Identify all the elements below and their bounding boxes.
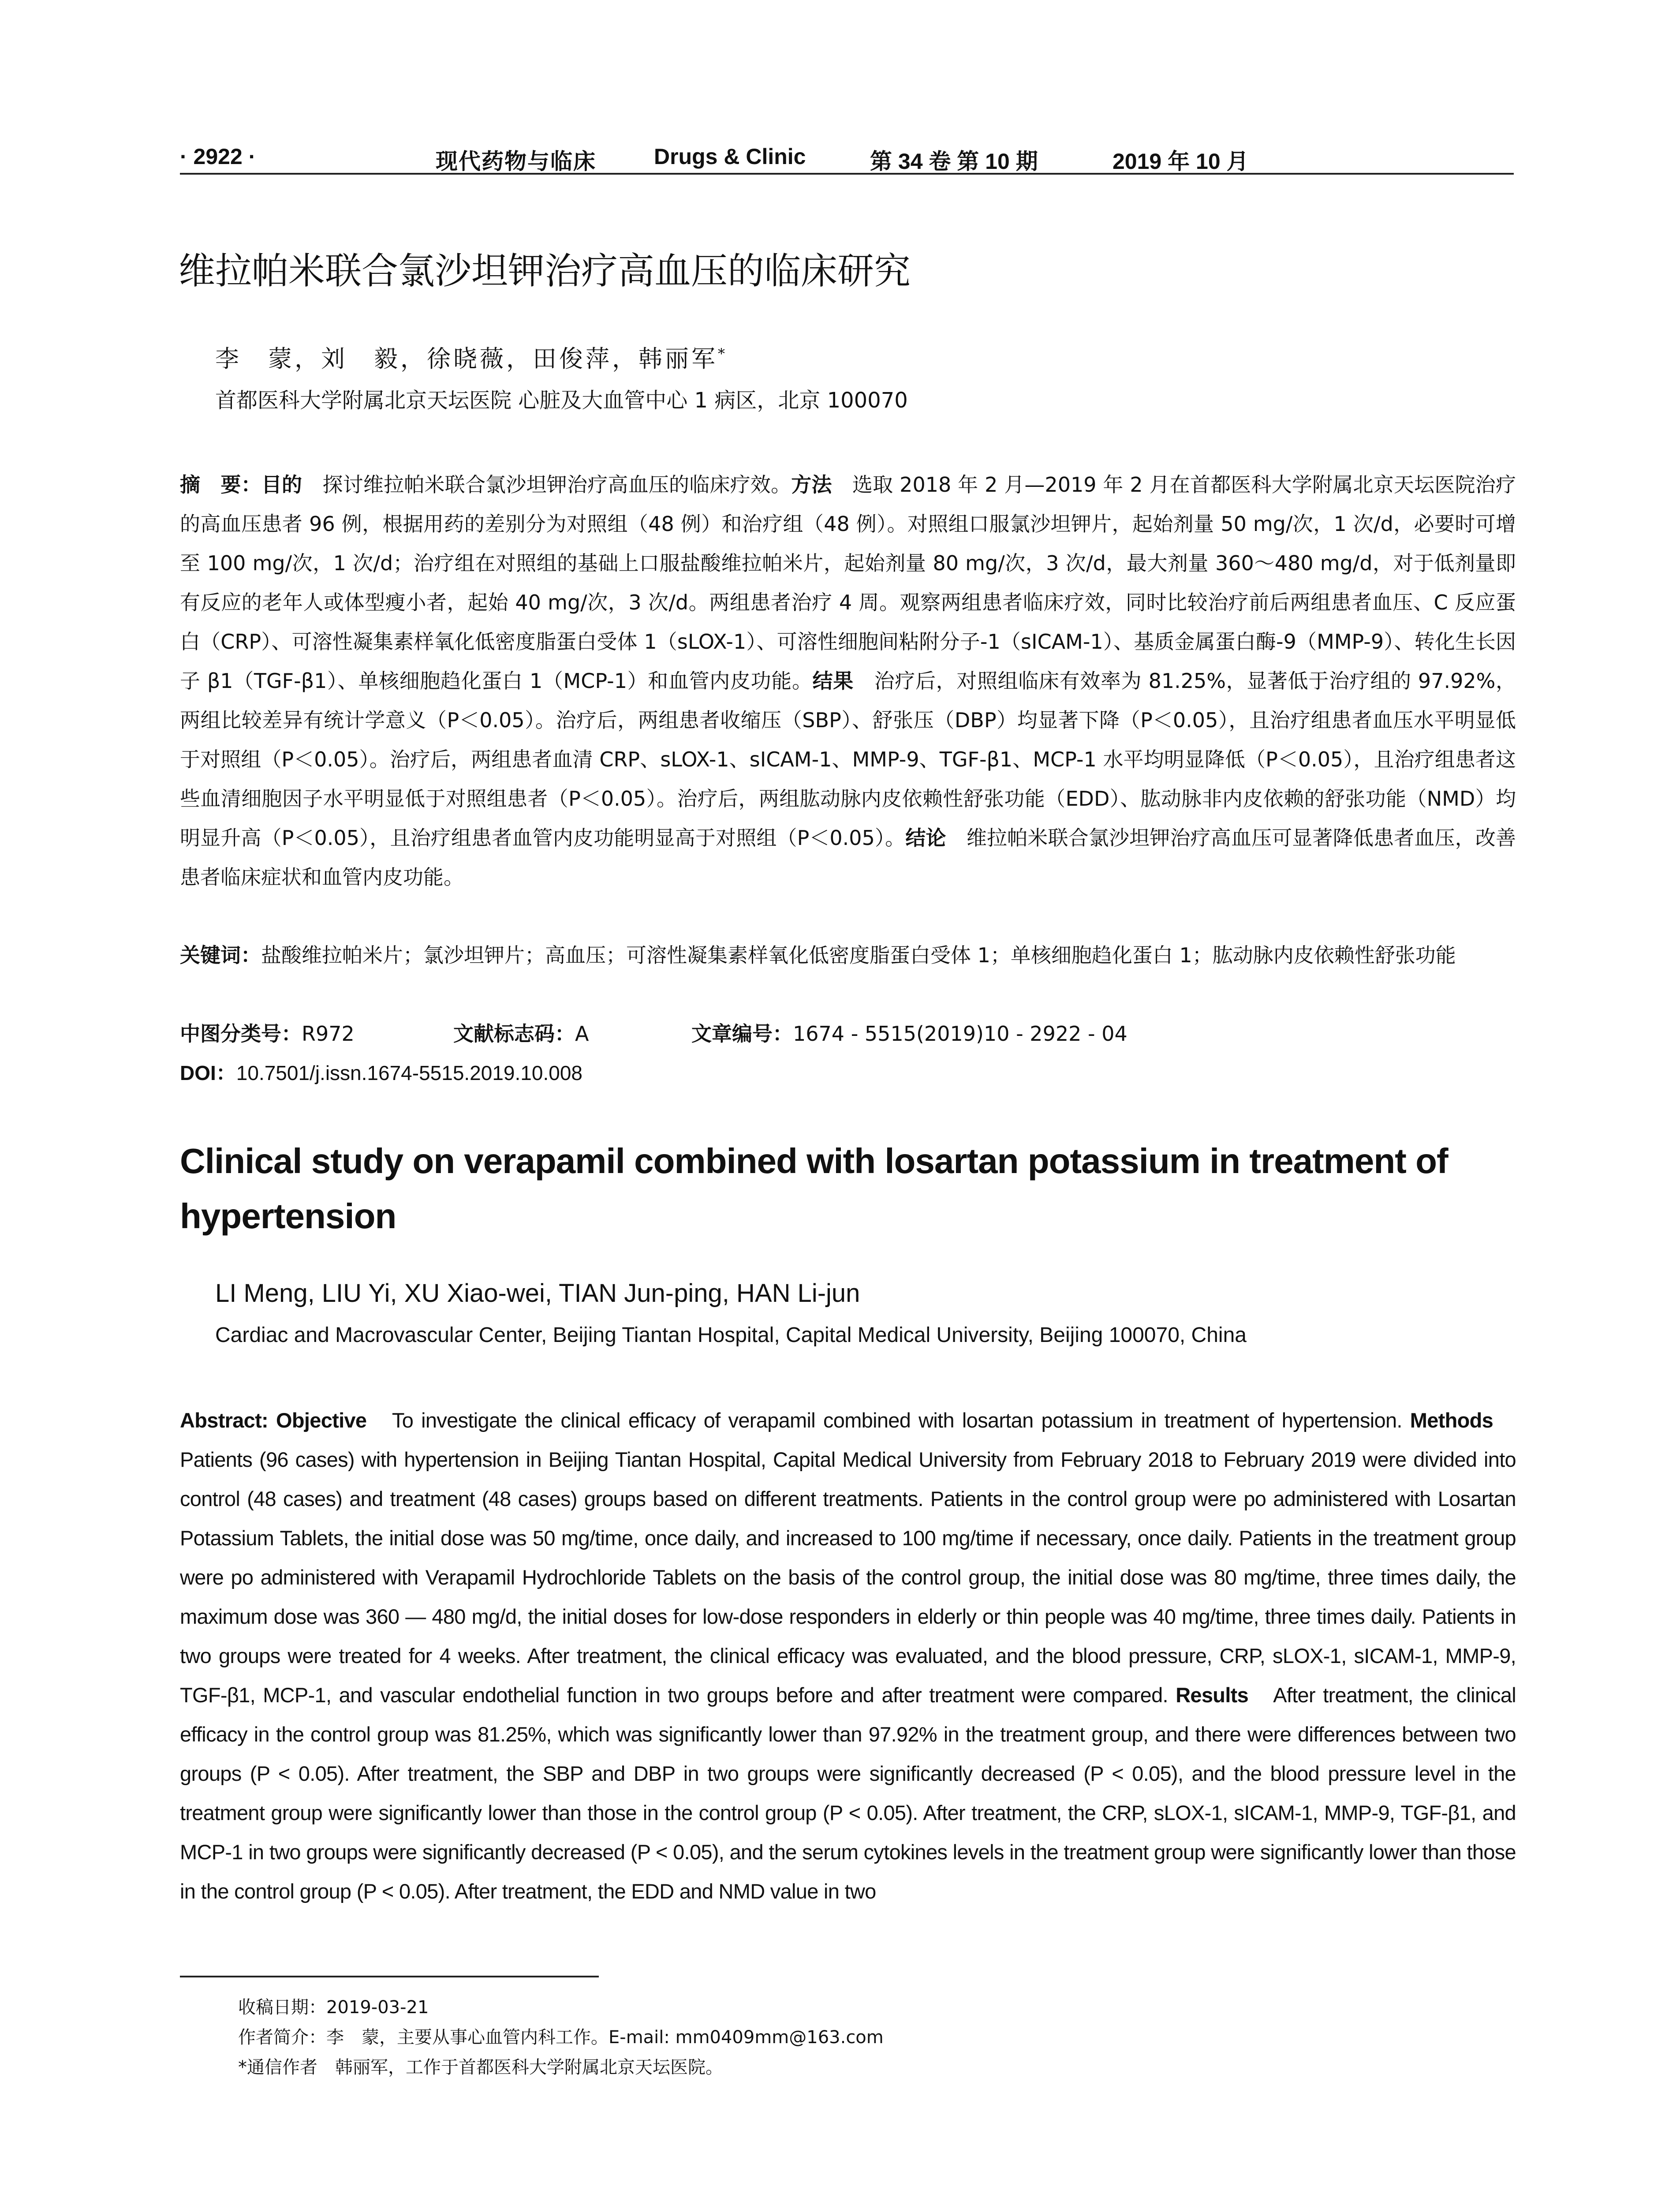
running-header [180,140,1514,175]
results-text-cn: 治疗后，对照组临床有效率为 81.25%，显著低于治疗组的 97.92%，两组比较差异有统计学意义（P＜0.05）。治疗后，两组患者收缩压（SBP）、舒张压（DBP）均显著下降（P＜0.05），且治疗组患者血压水平明显低于对照组（P＜0.05）。治疗后，两组患者血清 CRP、sLOX-1、sICAM-1、MMP-9、TGF-β1、MCP-1 水平均明显降低（P＜0.05），且治疗组患者这些血清细胞因子水平明显低于对照组患者（P＜0.05）。治疗后，两组肱动脉内皮依赖性舒张功能（EDD）、肱动脉非内皮依赖的舒张功能（NMD）均明显升高（P＜0.05），且治疗组患者血管内皮功能明显高于对照组（P＜0.05）。 [180,669,1516,850]
author-bio: 作者简介：李 蒙，主要从事心血管内科工作。E-mail: mm0409mm@163.com [238,2027,884,2048]
issue-date: 2019 年 10 月 [1113,149,1249,174]
doi-value: 10.7501/j.issn.1674-5515.2019.10.008 [236,1061,582,1084]
footnotes [238,1992,884,2082]
clc-value: R972 [302,1022,355,1046]
objective-text-en: To investigate the clinical efficacy of verapamil combined with losartan potassium in treatment of hypertension. [366,1409,1402,1432]
page-number: · 2922 · [180,144,256,169]
clc-label: 中图分类号： [180,1022,302,1046]
keywords-text: 盐酸维拉帕米片；氯沙坦钾片；高血压；可溶性凝集素样氧化低密度脂蛋白受体 1；单核细胞趋化蛋白 1；肱动脉内皮依赖性舒张功能 [261,943,1456,967]
corresponding-mark: * [718,345,728,362]
footnote-divider [180,1976,599,1977]
methods-text-en: Patients (96 cases) with hypertension in Beijing Tiantan Hospital, Capital Medical University from February 2018 to February 2019 were divided into control (48 cases) and treatment (48 cases) groups based on different treatments. Patients in the control group were po administered with Losartan Potassium Tablets, the initial dose was 50 mg/time, once daily, and increased to 100 mg/time if necessary, once daily. Patients in the treatment group were po administered with Verapamil Hydrochloride Tablets on the basis of the control group, the initial dose was 80 mg/time, three times daily, the maximum dose was 360 — 480 mg/d, the initial doses for low-dose responders in elderly or thin people was 40 mg/time, three times daily. Patients in two groups were treated for 4 weeks. After treatment, the clinical efficacy was evaluated, and the blood pressure, CRP, sLOX-1, sICAM-1, MMP-9, TGF-β1, MCP-1, and vascular endothelial function in two groups before and after treatment were compared. [180,1409,1516,1707]
authors-cn-names: 李 蒙，刘 毅，徐晓薇，田俊萍，韩丽军 [215,345,718,373]
conclusion-label-cn: 结论 [905,826,946,850]
title-cn: 维拉帕米联合氯沙坦钾治疗高血压的临床研究 [179,250,911,292]
keywords-label: 关键词： [180,943,261,967]
results-text-en: After treatment, the clinical efficacy in the control group was 81.25%, which was significantly lower than 97.92% in the treatment group, and there were differences between two groups (P < 0.05). After treatment, the SBP and DBP in two groups were significantly decreased (P < 0.05), and the blood pressure level in the treatment group were significantly lower than those in the control group (P < 0.05). After treatment, the CRP, sLOX-1, sICAM-1, MMP-9, TGF-β1, and MCP-1 in two groups were significantly decreased (P < 0.05), and the serum cytokines levels in the treatment group were significantly lower than those in the control group (P < 0.05). After treatment, the EDD and NMD value in two [180,1683,1516,1903]
volume-issue: 第 34 卷 第 10 期 [870,149,1038,174]
methods-text-cn: 选取 2018 年 2 月—2019 年 2 月在首都医科大学附属北京天坛医院治疗的高血压患者 96 例，根据用药的差别分为对照组（48 例）和治疗组（48 例）。对照组口服氯沙坦钾片，起始剂量 50 mg/次，1 次/d，必要时可增至 100 mg/次，1 次/d；治疗组在对照组的基础上口服盐酸维拉帕米片，起始剂量 80 mg/次，3 次/d，最大剂量 360～480 mg/d，对于低剂量即有反应的老年人或体型瘦小者，起始 40 mg/次，3 次/d。两组患者治疗 4 周。观察两组患者临床疗效，同时比较治疗前后两组患者血压、C 反应蛋白（CRP）、可溶性凝集素样氧化低密度脂蛋白受体 1（sLOX-1）、可溶性细胞间粘附分子-1（sICAM-1）、基质金属蛋白酶-9（MMP-9）、转化生长因子 β1（TGF-β1）、单核细胞趋化蛋白 1（MCP-1）和血管内皮功能。 [180,473,1516,693]
clc-field [180,1014,453,1054]
authors-cn [215,336,728,377]
journal-name-en: Drugs & Clinic [654,144,806,169]
article-no-label: 文章编号： [691,1022,793,1046]
authors-en: LI Meng, LIU Yi, XU Xiao-wei, TIAN Jun-ping, HAN Li-jun [215,1279,860,1308]
doc-code-value: A [575,1022,589,1046]
classification-line [180,1014,1127,1054]
doi-line [180,1054,582,1093]
received-date: 收稿日期：2019-03-21 [238,1997,429,2018]
results-label-cn: 结果 [812,669,854,693]
conclusion-text-cn: 维拉帕米联合氯沙坦钾治疗高血压可显著降低患者血压，改善患者临床症状和血管内皮功能。 [180,826,1516,889]
objective-label-cn: 目的 [261,473,302,497]
abstract-cn [180,465,1516,897]
results-label-en: Results [1176,1683,1249,1707]
methods-label-en: Methods [1410,1409,1493,1432]
article-no-value: 1674 - 5515(2019)10 - 2922 - 04 [793,1022,1127,1046]
methods-label-cn: 方法 [791,473,832,497]
corresponding-author: *通信作者 韩丽军，工作于首都医科大学附属北京天坛医院。 [238,2057,723,2078]
article-no-field [691,1014,1127,1054]
objective-label-en: Objective [276,1409,367,1432]
title-en: Clinical study on verapamil combined with losartan potassium in treatment of hypertension [180,1141,1448,1236]
keywords-cn [180,936,1516,975]
affiliation-en: Cardiac and Macrovascular Center, Beijing Tiantan Hospital, Capital Medical University, Beijing 100070, China [215,1323,1247,1347]
abstract-cn-label: 摘 要： [180,473,261,497]
doc-code-field [453,1014,691,1054]
doi-label: DOI： [180,1061,236,1084]
affiliation-cn: 首都医科大学附属北京天坛医院 心脏及大血管中心 1 病区，北京 100070 [215,388,908,413]
doc-code-label: 文献标志码： [453,1022,575,1046]
abstract-en-label: Abstract: [180,1409,269,1432]
journal-name-cn: 现代药物与临床 [436,148,596,174]
objective-text-cn: 探讨维拉帕米联合氯沙坦钾治疗高血压的临床疗效。 [302,473,791,497]
abstract-en [180,1401,1516,1911]
